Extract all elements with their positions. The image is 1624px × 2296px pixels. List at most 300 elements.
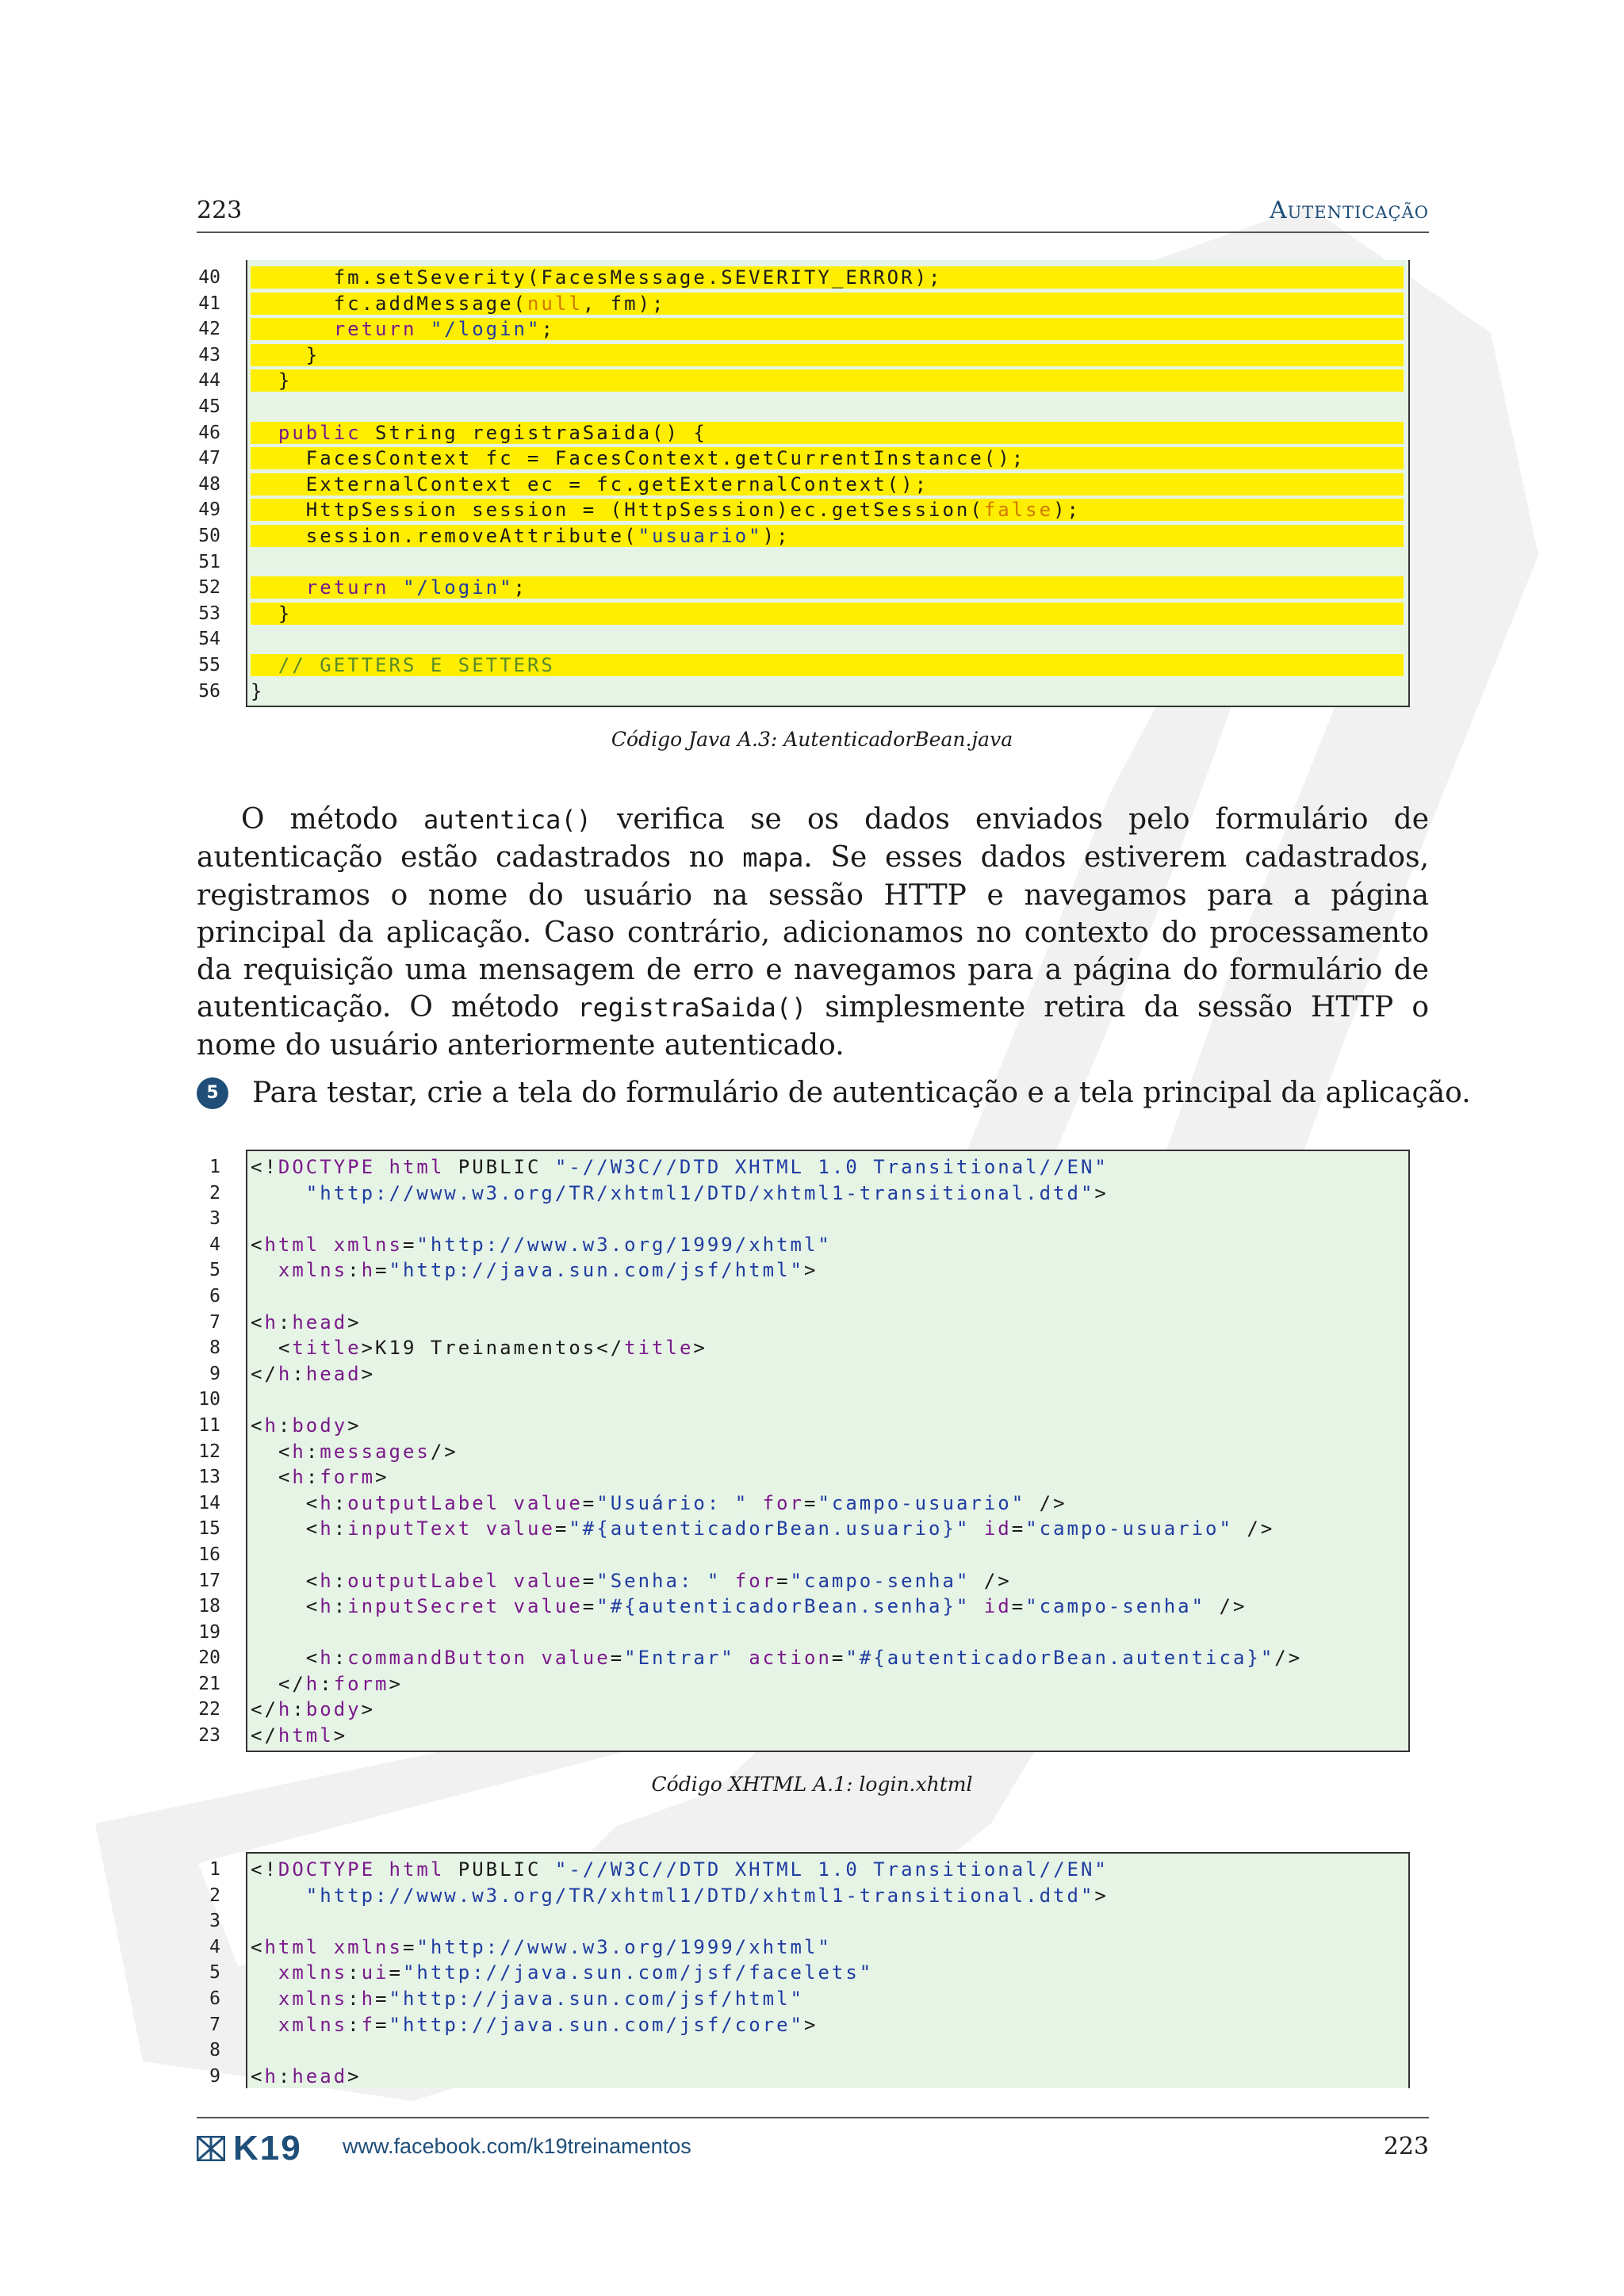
code-token: title bbox=[624, 1337, 694, 1360]
code-token: h bbox=[278, 1698, 293, 1721]
code-token: = bbox=[582, 1595, 597, 1618]
code-token: < bbox=[251, 2064, 265, 2087]
code-token: > bbox=[347, 2064, 362, 2087]
line-number: 23 bbox=[198, 1725, 220, 1747]
code-token: h bbox=[320, 1491, 334, 1514]
code-token: ui bbox=[361, 1961, 389, 1984]
code-lines bbox=[159, 260, 1410, 704]
code-token: // GETTERS E SETTERS bbox=[251, 653, 555, 676]
code-token: h bbox=[264, 1311, 278, 1334]
code-token: "#{autenticadorBean.usuario}" bbox=[569, 1517, 971, 1540]
code-token: < bbox=[251, 1647, 320, 1670]
code-block-java bbox=[159, 260, 1410, 707]
code-token: fc.addMessage( bbox=[251, 292, 527, 315]
code-token: xmlns bbox=[251, 1259, 348, 1282]
code-token: } bbox=[251, 369, 293, 392]
code-token: "/login" bbox=[402, 576, 514, 599]
code-line bbox=[159, 1645, 1410, 1671]
code-token: /> bbox=[1232, 1517, 1275, 1540]
code-token: h bbox=[320, 1647, 334, 1670]
code-token: form bbox=[333, 1672, 389, 1695]
code-line bbox=[159, 1387, 1410, 1413]
line-number: 3 bbox=[209, 1208, 220, 1230]
code-line bbox=[159, 497, 1410, 523]
code-token: "Entrar" bbox=[624, 1647, 735, 1670]
code-token: : bbox=[278, 1311, 293, 1334]
code-text bbox=[251, 1517, 1404, 1540]
code-text bbox=[251, 1910, 1404, 1932]
header-chapter-title: Autenticação bbox=[1269, 197, 1429, 224]
code-token: body bbox=[305, 1698, 362, 1721]
code-token: = bbox=[375, 1259, 389, 1282]
code-line bbox=[159, 2012, 1410, 2038]
code-line bbox=[159, 1516, 1410, 1542]
header-rule bbox=[197, 232, 1429, 233]
code-token: : bbox=[292, 1698, 306, 1721]
code-line bbox=[159, 2038, 1410, 2064]
code-token: xmlns bbox=[251, 2013, 348, 2036]
line-number: 2 bbox=[209, 1182, 220, 1203]
code-token: < bbox=[251, 1466, 293, 1489]
code-line bbox=[159, 1310, 1410, 1336]
code-line bbox=[159, 1697, 1410, 1723]
code-token: : bbox=[347, 1259, 362, 1282]
line-number: 10 bbox=[198, 1389, 220, 1410]
code-token: false bbox=[983, 499, 1054, 522]
line-number: 15 bbox=[198, 1518, 220, 1540]
code-token: > bbox=[1094, 1181, 1109, 1204]
code-token: "usuario" bbox=[638, 524, 763, 547]
code-text bbox=[251, 2065, 1404, 2087]
code-token: > bbox=[804, 2013, 818, 2036]
code-token: } bbox=[251, 602, 293, 625]
code-line bbox=[159, 549, 1410, 576]
code-lines bbox=[159, 1852, 1410, 2089]
line-number: 5 bbox=[209, 1962, 220, 1984]
paragraph-text-3: . Se esses dados estiverem cadastrados, registramos o nome do usuário na sessão HTTP e navegamos para a página principal da aplicação. Caso contrário, adicionamos no contexto do processamento da requisição uma mensagem de erro e navegamos para a página do formulário de autenticação. O método bbox=[197, 841, 1430, 1024]
code-token: /> bbox=[430, 1440, 458, 1463]
code-token: < bbox=[251, 1440, 293, 1463]
footer-logo bbox=[197, 2129, 302, 2168]
code-token: </ bbox=[251, 1698, 278, 1721]
code-token: "http://java.sun.com/jsf/facelets" bbox=[402, 1961, 874, 1984]
line-number: 49 bbox=[198, 499, 220, 521]
code-line bbox=[159, 1908, 1410, 1934]
code-token: : bbox=[333, 1491, 348, 1514]
code-token: < bbox=[251, 1233, 265, 1256]
code-token: } bbox=[251, 679, 265, 702]
line-number: 5 bbox=[209, 1260, 220, 1281]
paragraph-code-registrasaida: registraSaida() bbox=[577, 993, 807, 1023]
code-block-principal-xhtml bbox=[159, 1852, 1410, 2088]
code-token: > bbox=[693, 1337, 707, 1360]
code-line bbox=[159, 1723, 1410, 1749]
code-line bbox=[159, 1986, 1410, 2012]
code-token: "#{autenticadorBean.autentica}" bbox=[845, 1647, 1275, 1670]
code-token: "http://www.w3.org/TR/xhtml1/DTD/xhtml1-transitional.dtd" bbox=[251, 1181, 1095, 1204]
code-token: > bbox=[1094, 1884, 1109, 1907]
code-token: h bbox=[278, 1362, 293, 1385]
code-token: : bbox=[305, 1466, 320, 1489]
code-token: form bbox=[320, 1466, 376, 1489]
code-token: PUBLIC bbox=[444, 1858, 555, 1881]
code-token: f bbox=[361, 2013, 376, 2036]
code-text bbox=[251, 473, 1404, 496]
footer-link[interactable]: www.facebook.com/k19treinamentos bbox=[343, 2134, 691, 2158]
paragraph-text-4: simplesmente retira da sessão HTTP o nome do usuário anteriormente autenticado. bbox=[197, 991, 1430, 1062]
code-token: head bbox=[292, 2064, 348, 2087]
code-token: h bbox=[320, 1595, 334, 1618]
code-token: ); bbox=[1053, 499, 1081, 522]
code-token: h bbox=[305, 1672, 320, 1695]
code-token: < bbox=[251, 1935, 265, 1958]
code-token: : bbox=[347, 2013, 362, 2036]
code-token: h bbox=[264, 1414, 278, 1437]
line-number: 52 bbox=[198, 577, 220, 599]
code-token: : bbox=[278, 2064, 293, 2087]
code-line bbox=[159, 472, 1410, 498]
code-text bbox=[251, 576, 1404, 599]
code-token: < bbox=[251, 1491, 320, 1514]
code-line bbox=[159, 601, 1410, 627]
code-text bbox=[251, 1388, 1404, 1410]
code-token: null bbox=[527, 292, 583, 315]
code-caption-login: Código XHTML A.1: login.xhtml bbox=[651, 1773, 973, 1796]
code-text bbox=[251, 396, 1404, 418]
code-token: ; bbox=[541, 318, 555, 341]
code-line bbox=[159, 1181, 1410, 1207]
code-token: = bbox=[375, 1987, 389, 2010]
line-number: 53 bbox=[198, 603, 220, 624]
code-line bbox=[159, 1206, 1410, 1232]
line-number: 9 bbox=[209, 2065, 220, 2087]
code-line bbox=[159, 1154, 1410, 1181]
code-line bbox=[159, 1490, 1410, 1517]
code-token: : bbox=[333, 1595, 348, 1618]
code-token: head bbox=[305, 1362, 362, 1385]
code-token: = bbox=[776, 1569, 791, 1592]
code-token: fm.setSeverity(FacesMessage.SEVERITY_ERROR); bbox=[251, 266, 943, 289]
line-number: 43 bbox=[198, 344, 220, 365]
footer-logo-text: K19 bbox=[233, 2129, 302, 2168]
code-text bbox=[251, 525, 1404, 547]
code-line bbox=[159, 265, 1410, 291]
code-token: = bbox=[389, 1961, 403, 1984]
code-token: id bbox=[970, 1595, 1012, 1618]
code-token: h bbox=[361, 1987, 376, 2010]
paragraph-text-1: O método bbox=[241, 803, 423, 836]
footer-rule bbox=[197, 2117, 1429, 2118]
code-token: > bbox=[361, 1362, 376, 1385]
code-token: session.removeAttribute( bbox=[251, 524, 638, 547]
code-token: = bbox=[402, 1233, 417, 1256]
code-line bbox=[159, 1671, 1410, 1697]
code-token: < bbox=[251, 1414, 265, 1437]
code-token: , fm); bbox=[582, 292, 666, 315]
code-text bbox=[251, 1234, 1404, 1256]
k19-logo-icon bbox=[197, 2136, 225, 2161]
code-token: PUBLIC bbox=[444, 1156, 555, 1178]
code-token: <! bbox=[251, 1858, 278, 1881]
code-token: "Senha: " bbox=[596, 1569, 722, 1592]
code-token: "campo-usuario" bbox=[1025, 1517, 1233, 1540]
code-text bbox=[251, 1466, 1404, 1488]
code-token: id bbox=[970, 1517, 1012, 1540]
code-token: >K19 Treinamentos</ bbox=[361, 1337, 625, 1360]
code-caption-java: Código Java A.3: AutenticadorBean.java bbox=[611, 728, 1013, 751]
code-token: DOCTYPE html bbox=[278, 1156, 445, 1178]
code-token: commandButton value bbox=[347, 1647, 611, 1670]
code-token: = bbox=[402, 1935, 417, 1958]
code-text bbox=[251, 2014, 1404, 2036]
line-number: 55 bbox=[198, 654, 220, 675]
line-number: 1 bbox=[209, 1859, 220, 1880]
code-token: < bbox=[251, 1595, 320, 1618]
code-text bbox=[251, 447, 1404, 469]
code-text bbox=[251, 1156, 1404, 1178]
line-number: 3 bbox=[209, 1911, 220, 1932]
line-number: 19 bbox=[198, 1621, 220, 1643]
code-token: public bbox=[251, 421, 376, 444]
line-number: 48 bbox=[198, 473, 220, 495]
code-token: "http://java.sun.com/jsf/core" bbox=[389, 2013, 804, 2036]
code-text bbox=[251, 1961, 1404, 1984]
code-text bbox=[251, 293, 1404, 315]
code-token: "http://java.sun.com/jsf/html" bbox=[389, 1259, 804, 1282]
code-token: = bbox=[610, 1647, 625, 1670]
code-token: </ bbox=[251, 1724, 278, 1747]
code-text bbox=[251, 628, 1404, 650]
line-number: 54 bbox=[198, 629, 220, 650]
code-text bbox=[251, 1698, 1404, 1720]
code-token: "http://www.w3.org/1999/xhtml" bbox=[416, 1935, 832, 1958]
code-token: = bbox=[1011, 1517, 1026, 1540]
code-token: } bbox=[251, 343, 320, 366]
code-token: "campo-usuario" bbox=[818, 1491, 1026, 1514]
code-token: html xmlns bbox=[264, 1935, 403, 1958]
code-line bbox=[159, 1960, 1410, 1986]
code-text bbox=[251, 1363, 1404, 1385]
code-block-login-xhtml bbox=[159, 1150, 1410, 1752]
code-token: h bbox=[292, 1466, 306, 1489]
line-number: 16 bbox=[198, 1544, 220, 1565]
code-text bbox=[251, 1182, 1404, 1204]
line-number: 47 bbox=[198, 448, 220, 469]
line-number: 45 bbox=[198, 396, 220, 417]
line-number: 44 bbox=[198, 370, 220, 392]
code-token: xmlns bbox=[251, 1987, 348, 2010]
code-text bbox=[251, 1570, 1404, 1592]
code-token: "-//W3C//DTD XHTML 1.0 Transitional//EN" bbox=[554, 1858, 1109, 1881]
line-number: 14 bbox=[198, 1492, 220, 1513]
code-token: : bbox=[333, 1517, 348, 1540]
code-line bbox=[159, 446, 1410, 472]
code-text bbox=[251, 1858, 1404, 1881]
code-token: : bbox=[333, 1647, 348, 1670]
paragraph-code-autentica: autentica() bbox=[423, 805, 592, 835]
code-token: xmlns bbox=[251, 1961, 348, 1984]
code-text bbox=[251, 1673, 1404, 1695]
code-text bbox=[251, 654, 1404, 676]
code-token: > bbox=[361, 1698, 376, 1721]
line-number: 13 bbox=[198, 1467, 220, 1488]
code-line bbox=[159, 342, 1410, 369]
code-line bbox=[159, 1620, 1410, 1646]
code-token: = bbox=[582, 1491, 597, 1514]
code-text bbox=[251, 1544, 1404, 1566]
code-token: "http://www.w3.org/1999/xhtml" bbox=[416, 1233, 832, 1256]
step-text: Para testar, crie a tela do formulário de autenticação e a tela principal da aplicação. bbox=[252, 1077, 1471, 1109]
code-token: h bbox=[292, 1440, 306, 1463]
code-token: "campo-senha" bbox=[1025, 1595, 1206, 1618]
code-token: : bbox=[347, 1987, 362, 2010]
code-token: </ bbox=[251, 1672, 306, 1695]
line-number: 21 bbox=[198, 1673, 220, 1694]
code-token: > bbox=[804, 1259, 818, 1282]
code-token: for bbox=[721, 1569, 777, 1592]
code-token: for bbox=[749, 1491, 804, 1514]
code-token: return bbox=[251, 318, 431, 341]
code-token: DOCTYPE html bbox=[278, 1858, 445, 1881]
code-line bbox=[159, 1542, 1410, 1568]
paragraph-text-2: verifica se os dados enviados pelo formulário de autenticação estão cadastrados no bbox=[197, 803, 1429, 874]
code-token: ExternalContext ec = fc.getExternalContext(); bbox=[251, 473, 929, 496]
header-page-number: 223 bbox=[197, 197, 243, 224]
code-text bbox=[251, 1936, 1404, 1958]
code-line bbox=[159, 1335, 1410, 1361]
line-number: 50 bbox=[198, 525, 220, 546]
code-line bbox=[159, 575, 1410, 601]
code-text bbox=[251, 2039, 1404, 2061]
code-line bbox=[159, 626, 1410, 652]
code-token: : bbox=[292, 1362, 306, 1385]
code-text bbox=[251, 1988, 1404, 2010]
code-text bbox=[251, 1207, 1404, 1230]
line-number: 22 bbox=[198, 1699, 220, 1720]
code-line bbox=[159, 1464, 1410, 1490]
code-token: "-//W3C//DTD XHTML 1.0 Transitional//EN" bbox=[554, 1156, 1109, 1178]
line-number: 6 bbox=[209, 1988, 220, 2009]
code-line bbox=[159, 291, 1410, 317]
line-number: 12 bbox=[198, 1441, 220, 1462]
code-token: : bbox=[347, 1961, 362, 1984]
code-line bbox=[159, 1361, 1410, 1387]
code-text bbox=[251, 680, 1404, 702]
code-token: ); bbox=[762, 524, 791, 547]
line-number: 18 bbox=[198, 1596, 220, 1617]
line-number: 51 bbox=[198, 551, 220, 572]
code-token: h bbox=[320, 1569, 334, 1592]
line-number: 42 bbox=[198, 319, 220, 340]
code-token: > bbox=[347, 1414, 362, 1437]
line-number: 46 bbox=[198, 422, 220, 443]
code-text bbox=[251, 1311, 1404, 1334]
code-token: "http://www.w3.org/TR/xhtml1/DTD/xhtml1-transitional.dtd" bbox=[251, 1884, 1095, 1907]
body-paragraph bbox=[197, 801, 1429, 1064]
code-token: outputLabel value bbox=[347, 1491, 583, 1514]
paragraph-code-mapa: mapa bbox=[742, 843, 804, 873]
line-number: 8 bbox=[209, 2040, 220, 2061]
code-token: return bbox=[251, 576, 403, 599]
code-token: <! bbox=[251, 1156, 278, 1178]
code-token: : bbox=[305, 1440, 320, 1463]
code-token: > bbox=[375, 1466, 389, 1489]
code-text bbox=[251, 1595, 1404, 1617]
code-text bbox=[251, 1285, 1404, 1307]
code-token: action bbox=[734, 1647, 832, 1670]
line-number: 7 bbox=[209, 2014, 220, 2035]
code-line bbox=[159, 1934, 1410, 1961]
code-token: = bbox=[375, 2013, 389, 2036]
code-line bbox=[159, 2064, 1410, 2090]
step-item bbox=[197, 1077, 1471, 1109]
code-token: < bbox=[251, 1337, 293, 1360]
code-line bbox=[159, 420, 1410, 446]
code-text bbox=[251, 1492, 1404, 1514]
code-token: < bbox=[251, 1517, 320, 1540]
code-token: = bbox=[804, 1491, 818, 1514]
code-text bbox=[251, 1724, 1404, 1747]
code-token: /> bbox=[970, 1569, 1012, 1592]
code-text bbox=[251, 422, 1404, 444]
code-token: > bbox=[347, 1311, 362, 1334]
code-token: inputText value bbox=[347, 1517, 555, 1540]
code-token: "http://java.sun.com/jsf/html" bbox=[389, 1987, 804, 2010]
code-token: html xmlns bbox=[264, 1233, 403, 1256]
code-line bbox=[159, 1857, 1410, 1883]
code-line bbox=[159, 394, 1410, 420]
code-token: outputLabel value bbox=[347, 1569, 583, 1592]
code-token: < bbox=[251, 1569, 320, 1592]
code-token: </ bbox=[251, 1362, 278, 1385]
footer-page-number: 223 bbox=[1383, 2133, 1429, 2160]
code-text bbox=[251, 266, 1404, 289]
line-number: 40 bbox=[198, 267, 220, 288]
code-token: "#{autenticadorBean.senha}" bbox=[596, 1595, 971, 1618]
code-line bbox=[159, 316, 1410, 342]
code-token: = bbox=[554, 1517, 569, 1540]
code-line bbox=[159, 1594, 1410, 1620]
code-text bbox=[251, 1621, 1404, 1644]
code-line bbox=[159, 1439, 1410, 1465]
code-line bbox=[159, 1284, 1410, 1310]
code-text bbox=[251, 369, 1404, 392]
line-number: 9 bbox=[209, 1363, 220, 1384]
code-line bbox=[159, 1257, 1410, 1284]
code-line bbox=[159, 1232, 1410, 1258]
code-text bbox=[251, 344, 1404, 366]
code-token: messages bbox=[320, 1440, 431, 1463]
code-token: FacesContext fc = FacesContext.getCurrentInstance(); bbox=[251, 447, 1026, 470]
line-number: 17 bbox=[198, 1570, 220, 1591]
code-text bbox=[251, 551, 1404, 573]
line-number: 2 bbox=[209, 1885, 220, 1906]
code-lines bbox=[159, 1150, 1410, 1749]
code-line bbox=[159, 368, 1410, 394]
code-token: > bbox=[333, 1724, 348, 1747]
code-token: "campo-senha" bbox=[790, 1569, 971, 1592]
code-text bbox=[251, 318, 1404, 340]
code-token: /> bbox=[1205, 1595, 1247, 1618]
code-text bbox=[251, 1647, 1404, 1669]
code-token: title bbox=[292, 1337, 362, 1360]
code-token: = bbox=[831, 1647, 846, 1670]
step-number-badge: 5 bbox=[197, 1077, 228, 1109]
code-token: ; bbox=[513, 576, 527, 599]
code-line bbox=[159, 1883, 1410, 1909]
code-token: > bbox=[389, 1672, 403, 1695]
line-number: 4 bbox=[209, 1936, 220, 1957]
